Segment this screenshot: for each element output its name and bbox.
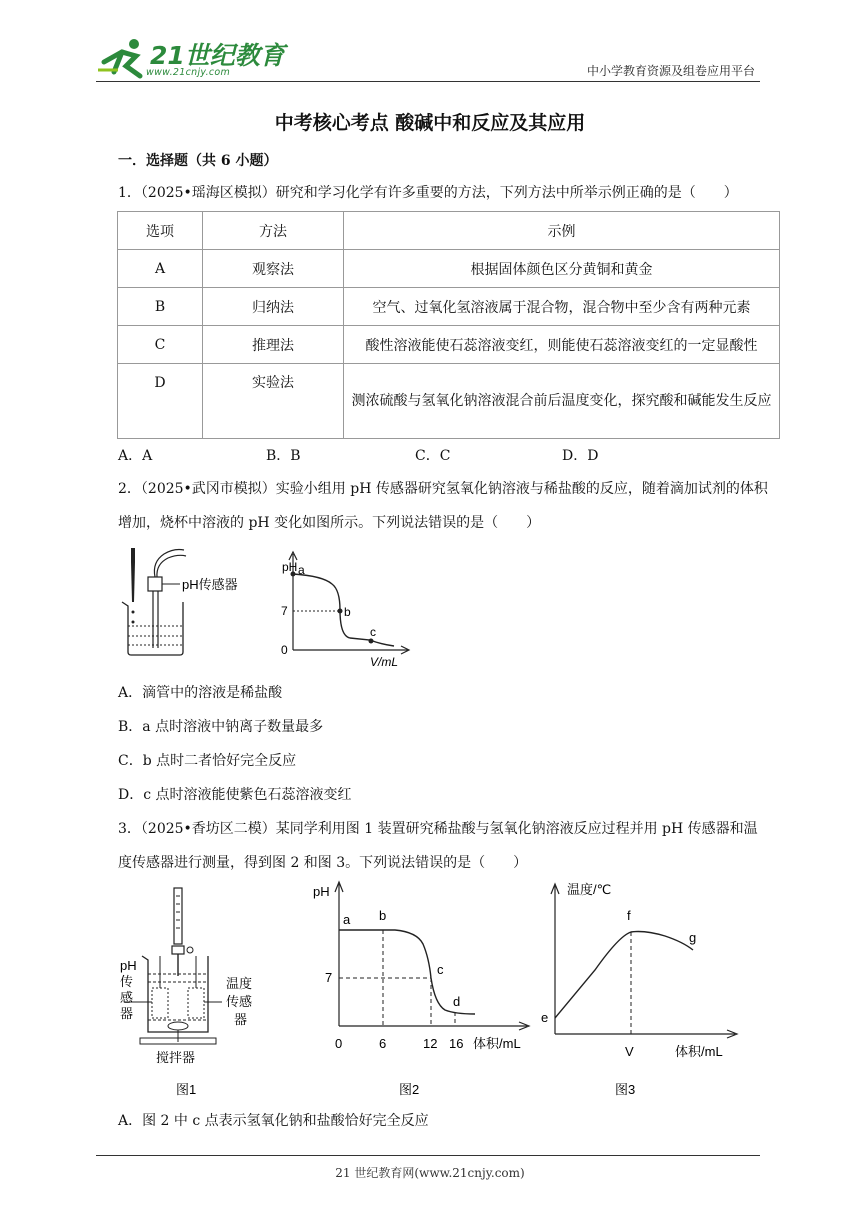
q1-table (117, 211, 780, 439)
stirrer-label: 搅拌器 (156, 1050, 196, 1065)
q2-stem: 2．（2025•武冈市模拟）实验小组用 pH 传感器研究氢氧化钠溶液与稀盐酸的反应，随着滴加试剂的体积增加，烧杯中溶液的 pH 变化如图所示。下列说法错误的是（ ） (118, 481, 768, 531)
table-row (118, 250, 780, 288)
x-axis-label: V/mL (370, 655, 399, 668)
q3-stem: 3．（2025•香坊区二模）某同学利用图 1 装置研究稀盐酸与氢氧化钠溶液反应过程并用 pH 传感器和温度传感器进行测量，得到图 2 和图 3。下列说法错误的是（ ） (118, 821, 758, 871)
fig1-caption: 图1 (176, 1082, 197, 1096)
label-d: d (453, 994, 461, 1009)
choice-a[interactable]: A．A (118, 448, 153, 464)
footer-divider (96, 1155, 760, 1156)
q2-option-d[interactable]: D．c 点时溶液能使紫色石蕊溶液变红 (118, 787, 352, 803)
table-cell: 酸性溶液能使石蕊溶液变红，则能使石蕊溶液变红的一定显酸性 (344, 326, 780, 364)
fig2-caption: 图2 (399, 1082, 420, 1096)
table-header-row (118, 212, 780, 250)
table-header-cell: 方法 (203, 212, 344, 250)
label-f: f (627, 908, 631, 923)
beaker-icon (124, 956, 222, 1044)
q2-option-b[interactable]: B．a 点时溶液中钠离子数量最多 (118, 719, 324, 735)
temp-sensor-label: 温度 (226, 976, 253, 991)
x-axis-label: 体积/mL (675, 1044, 723, 1059)
page-title: 中考核心考点 酸碱中和反应及其应用 (274, 112, 586, 134)
label-a: a (298, 563, 305, 577)
tick-7: 7 (281, 604, 288, 618)
temp-curve (555, 932, 693, 1019)
choice-d[interactable]: D．D (562, 448, 599, 464)
tick-12: 12 (423, 1036, 438, 1051)
logo-url: www.21cnjy.com (146, 67, 231, 78)
tick-6: 6 (379, 1036, 387, 1051)
point-b (338, 609, 343, 614)
tick-7: 7 (325, 970, 333, 985)
footer-text: 21 世纪教育网(www.21cnjy.com) (335, 1166, 525, 1180)
label-c: c (370, 625, 376, 639)
table-cell: 测浓硫酸与氢氧化钠溶液混合前后温度变化，探究酸和碱能发生反应 (344, 364, 780, 439)
q2-option-a[interactable]: A．滴管中的溶液是稀盐酸 (118, 685, 283, 701)
ph-sensor-label: 传 (120, 974, 134, 989)
q3-fig2 (305, 874, 535, 1096)
label-e: e (541, 1010, 549, 1025)
runner-logo-icon (96, 36, 152, 80)
label-c: c (437, 962, 444, 977)
y-axis-label: pH (313, 884, 330, 899)
origin-label: 0 (281, 643, 288, 657)
logo-text: 21世纪教育 (150, 41, 285, 70)
q1-stem: 1．（2025•瑶海区模拟）研究和学习化学有许多重要的方法，下列方法中所举示例正确的是（ ） (118, 185, 738, 201)
temp-sensor-label: 传感 (226, 994, 253, 1009)
table-header-cell: 选项 (118, 212, 203, 250)
y-axis-label: 温度/℃ (567, 882, 612, 897)
sensor-label: pH传感器 (182, 577, 238, 592)
q2-option-c[interactable]: C．b 点时二者恰好完全反应 (118, 753, 297, 769)
q2-figure (118, 540, 418, 668)
temp-sensor-label: 器 (234, 1012, 248, 1027)
ph-chart (281, 552, 409, 668)
table-row (118, 364, 780, 439)
label-b: b (344, 605, 351, 619)
ph-sensor-label: 器 (120, 1006, 134, 1021)
q3-fig1 (118, 884, 278, 1096)
burette-icon (172, 888, 193, 976)
choice-c[interactable]: C．C (415, 448, 451, 464)
table-cell: 根据固体颜色区分黄铜和黄金 (344, 250, 780, 288)
q3-fig3 (535, 874, 745, 1096)
table-row (118, 288, 780, 326)
table-cell: 空气、过氧化氢溶液属于混合物，混合物中至少含有两种元素 (344, 288, 780, 326)
tick-0: 0 (335, 1036, 343, 1051)
table-cell: D (118, 364, 203, 439)
table-cell: A (118, 250, 203, 288)
platform-name: 中小学教育资源及组卷应用平台 (586, 64, 755, 78)
table-row (118, 326, 780, 364)
table-cell: C (118, 326, 203, 364)
fig3-caption: 图3 (615, 1082, 636, 1096)
choice-b[interactable]: B．B (266, 448, 301, 464)
label-b: b (379, 908, 387, 923)
header-divider (96, 81, 760, 82)
table-cell: 推理法 (203, 326, 344, 364)
point-c (369, 639, 374, 644)
table-cell: 实验法 (203, 364, 344, 439)
label-a: a (343, 912, 351, 927)
table-cell: 归纳法 (203, 288, 344, 326)
ph-sensor-label: pH (120, 958, 137, 973)
section-heading: 一．选择题（共 6 小题） (118, 153, 278, 169)
x-axis-label: 体积/mL (473, 1036, 521, 1051)
tick-v: V (625, 1044, 634, 1059)
table-cell: 观察法 (203, 250, 344, 288)
y-axis-label: pH (282, 560, 298, 574)
label-g: g (689, 930, 697, 945)
table-header-cell: 示例 (344, 212, 780, 250)
dropper-icon (131, 548, 135, 624)
q3-option-a[interactable]: A．图 2 中 c 点表示氢氧化钠和盐酸恰好完全反应 (118, 1113, 429, 1129)
ph-sensor-label: 感 (120, 990, 134, 1005)
table-cell: B (118, 288, 203, 326)
tick-16: 16 (449, 1036, 464, 1051)
sensor-icon (148, 550, 186, 649)
